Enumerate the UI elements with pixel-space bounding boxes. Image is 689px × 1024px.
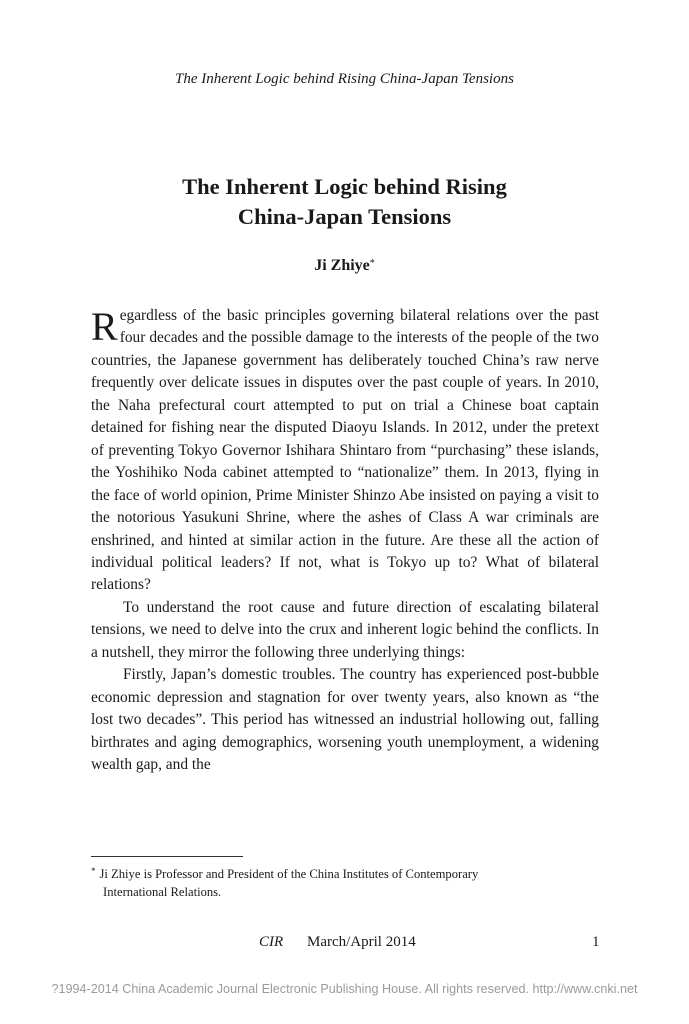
running-header: The Inherent Logic behind Rising China-Japan Tensions (175, 71, 514, 87)
author-byline (0, 257, 689, 275)
paragraph-1-text: egardless of the basic principles governing bilateral relations over the past four decades and the possible damage to the interests of the people of the two countries, the Japanese government has deliberately touched China’s raw nerve frequently over delicate issues in disputes over the past couple of years. In 2010, the Naha prefectural court attempted to put on trial a Chinese boat captain detained for fishing near the disputed Diaoyu Islands. In 2012, under the pretext of preventing Tokyo Governor Ishihara Shintaro from “purchasing” these islands, the Yoshihiko Noda cabinet attempted to “nationalize” them. In 2013, flying in the face of world opinion, Prime Minister Shinzo Abe insisted on paying a visit to the notorious Yasukuni Shrine, where the ashes of Class A war criminals are enshrined, and hinted at similar action in the future. Are these all the action of individual political leaders? If not, what is Tokyo up to? What of bilateral relations? (91, 307, 599, 594)
copyright-watermark: ?1994-2014 China Academic Journal Electronic Publishing House. All rights reserved. http://www.cnki.net (51, 982, 638, 996)
article-title-line-1: The Inherent Logic behind Rising (182, 174, 507, 199)
article-body (91, 305, 599, 777)
drop-cap: R (91, 304, 118, 349)
article-title (0, 172, 689, 232)
article-title-line-2: China-Japan Tensions (237, 204, 452, 229)
paragraph-1 (91, 305, 599, 597)
page-number: 1 (592, 934, 600, 950)
author-name: Ji Zhiye (314, 257, 370, 274)
footnote-line-2: International Relations. (103, 885, 222, 899)
footnote-divider (91, 856, 243, 857)
footnote-line-1 (91, 862, 599, 883)
footnote (91, 862, 599, 901)
issue-date: March/April 2014 (307, 934, 416, 950)
paragraph-3: Firstly, Japan’s domestic troubles. The country has experienced post-bubble economic depression and stagnation for over twenty years, also known as “the lost two decades”. This period has witnessed an industrial hollowing out, falling birthrates and aging demographics, worsening youth unemployment, a widening wealth gap, and the (91, 666, 599, 774)
journal-abbreviation: CIR (259, 934, 284, 950)
footnote-text-1: Ji Zhiye is Professor and President of the China Institutes of Contemporary (99, 867, 479, 881)
author-footnote-mark: * (369, 258, 375, 269)
paragraph-2: To understand the root cause and future direction of escalating bilateral tensions, we need to delve into the crux and inherent logic behind the conflicts. In a nutshell, they mirror the following three underlying things: (91, 598, 599, 661)
footnote-mark: * (91, 866, 96, 876)
